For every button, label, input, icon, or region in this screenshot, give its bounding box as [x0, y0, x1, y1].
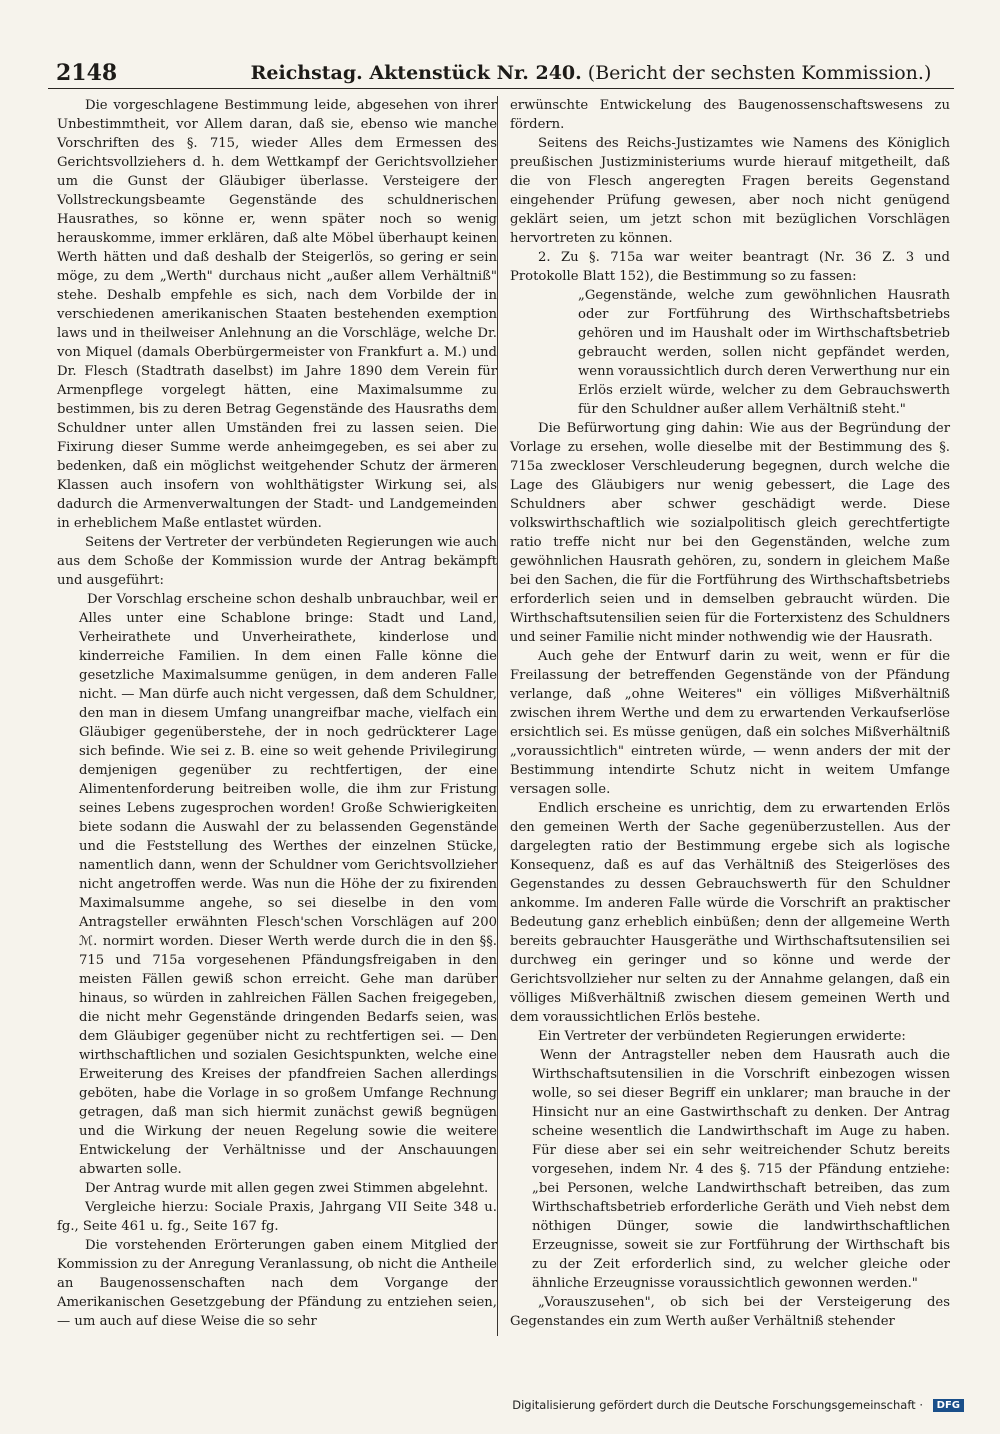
- column-divider: [497, 96, 498, 1336]
- paragraph: Die Befürwortung ging dahin: Wie aus der Begründung der Vorlage zu ersehen, wolle dieselbe mit der Bestimmung des §. 715a zweckloser Verschleuderung begegnen, durch welche die Lage des Gläubigers nur wenig gebessert, die Lage des Schuldners aber schwer geschädigt werde. Diese volkswirthschaftlich wie sozialpolitisch gleich gerechtfertigte ratio treffe nicht nur bei den Gegenständen, welche zum gewöhnlichen Hausrath gehören, zu, sondern in gleichem Maße bei den Sachen, die für die Fortführung des Wirthschaftsbetriebs erforderlich seien und in demselben gebraucht würden. Die Wirthschaftsutensilien seien für die Forterxistenz des Schuldners und seiner Familie nicht minder nothwendig wie der Hausrath.: [510, 421, 950, 645]
- paragraph: Seitens der Vertreter der verbündeten Regierungen wie auch aus dem Schoße der Kommission wurde der Antrag bekämpft und ausgeführt:: [57, 535, 497, 588]
- paragraph: Endlich erscheine es unrichtig, dem zu erwartenden Erlös den gemeinen Werth der Sache gegenüberzustellen. Aus der dargelegten ratio der Bestimmung ergebe sich als logische Konsequenz, daß es auf das Verhältniß des Steigerlöses des Gegenstandes zu dessen Gebrauchswerth für den Schuldner ankomme. Im anderen Falle würde die Vorschrift an praktischer Bedeutung ganz erheblich einbüßen; denn der allgemeine Werth bereits gebrauchter Hausgeräthe und Wirthschaftsutensilien sei durchweg ein geringer und so könne und werde der Gerichtsvollzieher nur selten zu der Annahme gelangen, daß ein völliges Mißverhältniß zwischen diesem gemeinen Werth und dem voraussichtlichen Erlös bestehe.: [510, 801, 950, 1025]
- credit-text: Digitalisierung gefördert durch die Deutsche Forschungsgemeinschaft ·: [512, 1398, 923, 1412]
- paragraph: Der Antrag wurde mit allen gegen zwei Stimmen abgelehnt.: [85, 1181, 489, 1196]
- paragraph: Seitens des Reichs-Justizamtes wie Namens des Königlich preußischen Justizministeriums wurde hierauf mitgetheilt, daß die von Flesch angeregten Fragen bereits Gegenstand eingehender Prüfung gewesen, aber noch nicht genügend geklärt seien, um jetzt schon mit bezüglichen Vorschlägen hervortreten zu können.: [510, 136, 950, 246]
- left-column: [57, 96, 497, 1331]
- paragraph: Auch gehe der Entwurf darin zu weit, wenn er für die Freilassung der betreffenden Gegenstände von der Pfändung verlange, daß „ohne Weiteres" ein völliges Mißverhältniß zwischen ihrem Werthe und dem zu erwartenden Verkaufserlöse ersichtlich sei. Es müsse genügen, daß ein solches Mißverhältniß „voraussichtlich" eintreten würde, — wenn anders der mit der Bestimmung intendirte Schutz nicht in weitem Umfange versagen solle.: [510, 649, 950, 797]
- page-number: 2148: [56, 60, 118, 86]
- paragraph: Ein Vertreter der verbündeten Regierungen erwiderte:: [538, 1029, 906, 1044]
- digitization-credit: [512, 1398, 964, 1412]
- paragraph: 2. Zu §. 715a war weiter beantragt (Nr. 36 Z. 3 und Protokolle Blatt 152), die Bestimmung so zu fassen:: [510, 250, 950, 284]
- quoted-provision: „Gegenstände, welche zum gewöhnlichen Hausrath oder zur Fortführung des Wirthschaftsbetriebs gehören und im Haushalt oder im Wirthschaftsbetrieb gebraucht werden, sollen nicht gepfändet werden, wenn voraussichtlich durch deren Verwerthung nur ein Erlös erzielt würde, welcher zu dem Gebrauchswerth für den Schuldner außer allem Verhältniß steht.": [578, 288, 950, 417]
- paragraph: Die vorstehenden Erörterungen gaben einem Mitglied der Kommission zu der Anregung Veranlassung, ob nicht die Antheile an Baugenossenschaften nach dem Vorgange der Amerikanischen Gesetzgebung der Pfändung zu entziehen seien, — um auch auf diese Weise die so sehr: [57, 1238, 497, 1329]
- running-title-sub: (Bericht der sechsten Kommission.): [587, 62, 932, 84]
- running-title: [228, 62, 954, 84]
- right-column: [510, 96, 950, 1331]
- paragraph: erwünschte Entwickelung des Baugenossenschaftswesens zu fördern.: [510, 98, 950, 132]
- dfg-logo: DFG: [933, 1399, 964, 1412]
- paragraph: Die vorgeschlagene Bestimmung leide, abgesehen von ihrer Unbestimmtheit, vor Allem daran, daß sie, ebenso wie manche Vorschriften des §. 715, wieder Alles dem Ermessen des Gerichtsvollziehers d. h. dem Wettkampf der Gerichtsvollzieher um die Gunst der Gläubiger überlasse. Versteigere der Vollstreckungsbeamte Gegenstände des schuldnerischen Hausrathes, so könne er, wenn später noch so wenig herauskomme, immer erklären, daß alte Möbel überhaupt keinen Werth hätten und daß deshalb der Steigerlös, so gering er sein möge, zu dem „Werth" durchaus nicht „außer allem Verhältniß" stehe. Deshalb empfehle es sich, nach dem Vorbilde der in verschiedenen amerikanischen Staaten bestehenden exemption laws und in theilweiser Anlehnung an die Vorschläge, welche Dr. von Miquel (damals Oberbürgermeister von Frankfurt a. M.) und Dr. Flesch (Stadtrath daselbst) im Jahre 1890 dem Verein für Armenpflege vorgelegt hätten, eine Maximalsumme zu bestimmen, bis zu deren Betrag Gegenstände des Hausraths dem Schuldner unter allen Umständen frei zu lassen seien. Die Fixirung dieser Summe werde anheimgegeben, es sei aber zu bedenken, daß ein möglichst weitgehender Schutz der ärmeren Klassen auch insofern von wohlthätigster Wirkung sei, als dadurch die Armenverwaltungen der Stadt- und Landgemeinden in erheblichem Maße entlastet würden.: [57, 98, 497, 531]
- running-title-main: Reichstag. Aktenstück Nr. 240.: [250, 62, 582, 84]
- paragraph: Vergleiche hierzu: Sociale Praxis, Jahrgang VII Seite 348 u. fg., Seite 461 u. fg., Seite 167 fg.: [57, 1200, 497, 1234]
- paragraph: Der Vorschlag erscheine schon deshalb unbrauchbar, weil er Alles unter eine Schablone bringe: Stadt und Land, Verheirathete und Unverheirathete, kinderlose und kinderreiche Familien. In dem einen Falle könne die gesetzliche Maximalsumme genügen, in dem anderen Falle nicht. — Man dürfe auch nicht vergessen, daß dem Schuldner, den man in diesem Umfang unangreifbar mache, vielfach ein Gläubiger gegenüberstehe, der in noch gedrückterer Lage sich befinde. Wie sei z. B. eine so weit gehende Privilegirung demjenigen gegenüber zu rechtfertigen, der eine Alimentenforderung beitreiben wolle, die ihm zur Fristung seines Lebens zugesprochen worden! Große Schwierigkeiten biete sodann die Auswahl der zu belassenden Gegenstände und die Feststellung des Werthes der einzelnen Stücke, namentlich dann, wenn der Schuldner vom Gerichtsvollzieher nicht angetroffen werde. Was nun die Höhe der zu fixirenden Maximalsumme angehe, so sei dieselbe in den vom Antragsteller erwähnten Flesch'schen Vorschlägen auf 200 ℳ. normirt worden. Dieser Werth werde durch die in den §§. 715 und 715a vorgesehenen Pfändungsfreigaben in den meisten Fällen gewiß schon erreicht. Gehe man darüber hinaus, so würden in zahlreichen Fällen Sachen freigegeben, die nicht mehr Gegenstände dringenden Bedarfs seien, was dem Gläubiger gegenüber nicht zu rechtfertigen sei. — Den wirthschaftlichen und sozialen Gesichtspunkten, welche eine Erweiterung des Kreises der pfandfreien Sachen allerdings geböten, habe die Vorlage in so großem Umfange Rechnung getragen, daß man sich hiermit zunächst gewiß begnügen und die Wirkung der neuen Regelung sowie die weitere Entwickelung der Verhältnisse und der Anschauungen abwarten solle.: [79, 592, 498, 1177]
- paragraph: „Vorauszusehen", ob sich bei der Versteigerung des Gegenstandes ein zum Werth außer Verhältniß stehender: [510, 1295, 950, 1329]
- paragraph: Wenn der Antragsteller neben dem Hausrath auch die Wirthschaftsutensilien in die Vorschrift einbezogen wissen wolle, so sei dieser Begriff ein unklarer; man brauche in der Hinsicht nur an eine Gastwirthschaft zu denken. Der Antrag scheine wesentlich die Landwirthschaft im Auge zu haben. Für diese aber sei ein sehr weitreichender Schutz bereits vorgesehen, indem Nr. 4 des §. 715 der Pfändung entziehe: „bei Personen, welche Landwirthschaft betreiben, das zum Wirthschaftsbetrieb erforderliche Geräth und Vieh nebst dem nöthigen Dünger, sowie die landwirthschaftlichen Erzeugnisse, soweit sie zur Fortführung der Wirthschaft bis zu der Zeit erforderlich sind, zu welcher gleiche oder ähnliche Erzeugnisse voraussichtlich gewonnen werden.": [532, 1048, 950, 1291]
- page-header: [48, 58, 954, 89]
